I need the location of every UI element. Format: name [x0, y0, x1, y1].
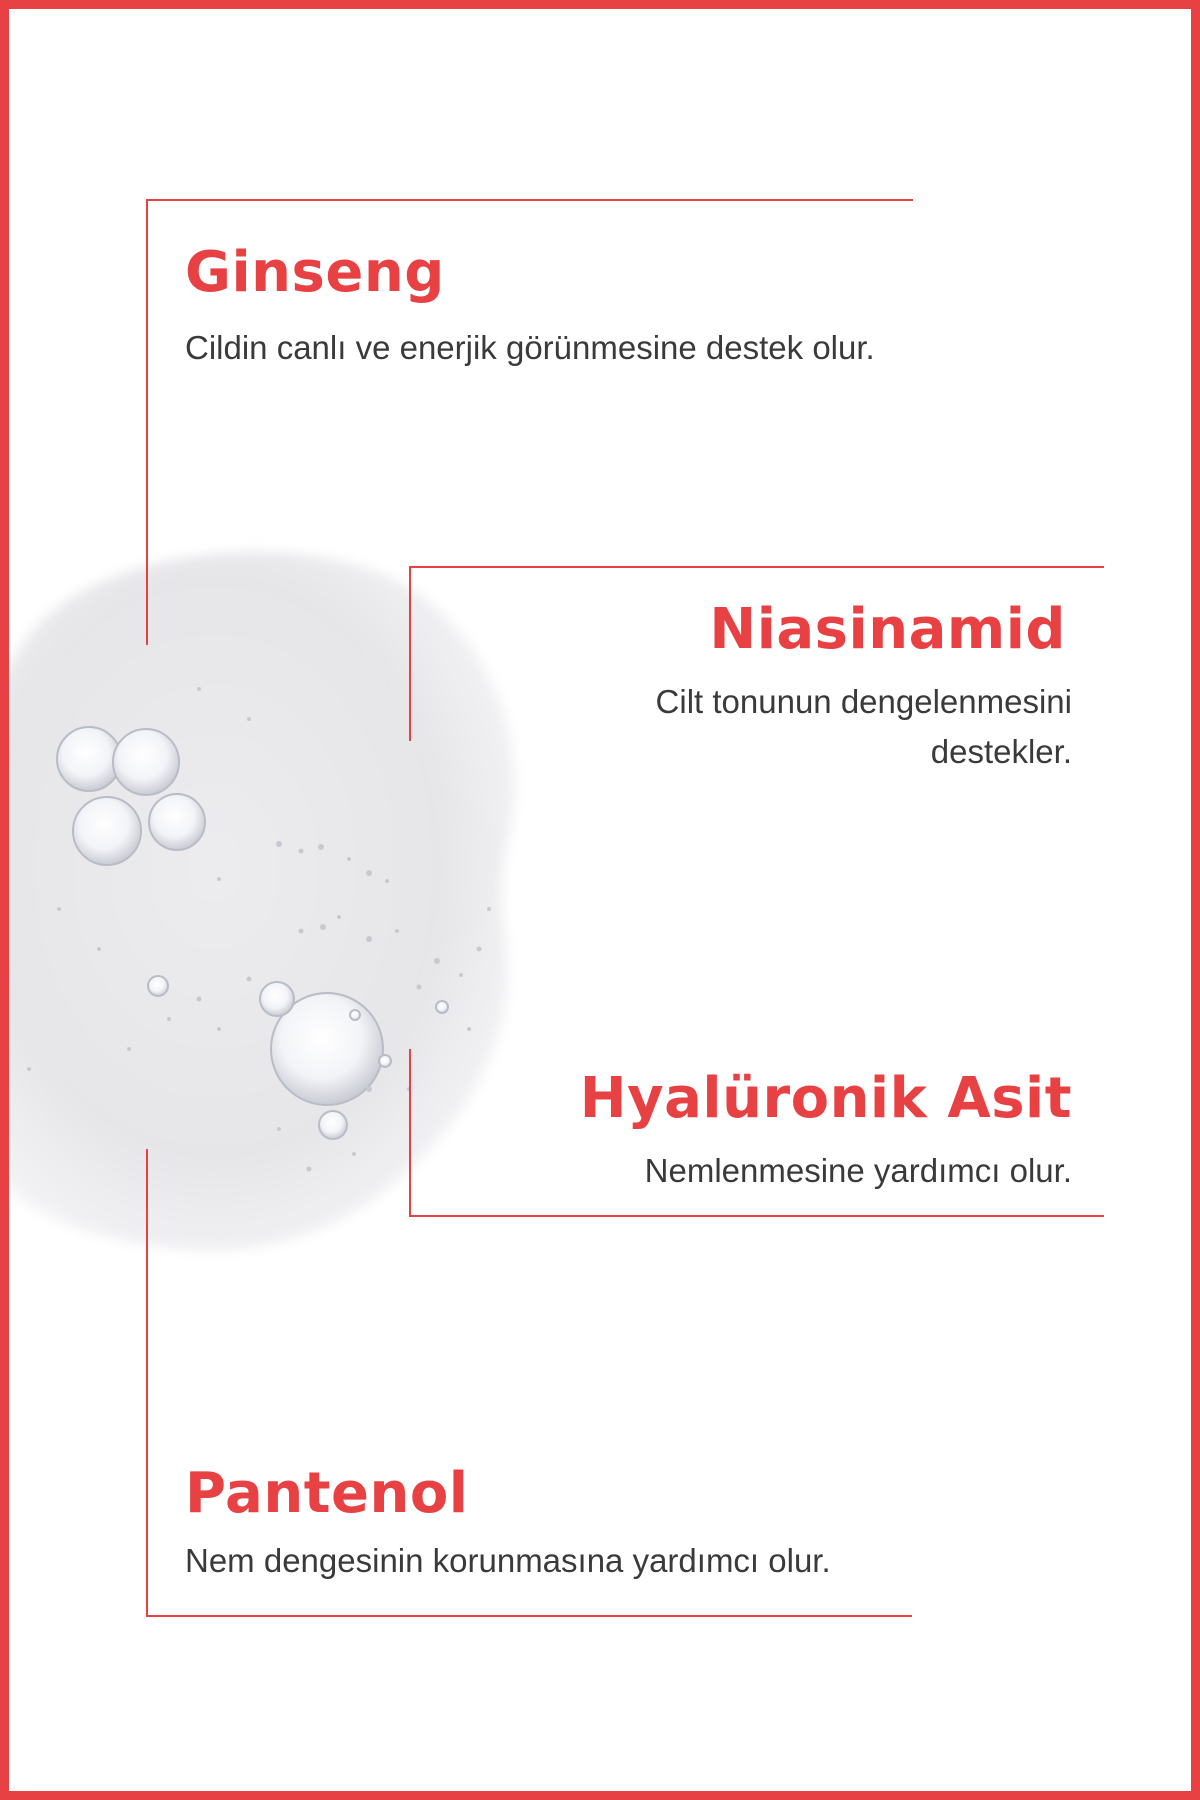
hyaluronik-bottom-line [409, 1215, 1104, 1217]
niasinamid-description-line-2: destekler. [930, 733, 1072, 770]
pantenol-title: Pantenol [185, 1461, 469, 1526]
ginseng-title: Ginseng [185, 240, 445, 305]
pantenol-description: Nem dengesinin korunmasına yardımcı olur. [185, 1542, 831, 1579]
pantenol-bottom-line [146, 1615, 912, 1617]
niasinamid-top-line [409, 566, 1104, 568]
niasinamid-title: Niasinamid [709, 597, 1066, 662]
hyaluronik-description: Nemlenmesine yardımcı olur. [644, 1152, 1072, 1189]
niasinamid-description-line-1: Cilt tonunun dengelenmesini [655, 683, 1072, 720]
serum-swatch-image [0, 529, 569, 1289]
hyaluronik-title: Hyalüronik Asit [579, 1066, 1072, 1131]
ginseng-description: Cildin canlı ve enerjik görünmesine destek olur. [185, 329, 875, 366]
ginseng-top-line [146, 199, 913, 201]
niasinamid-left-line [409, 566, 411, 741]
ginseng-left-line [146, 199, 148, 645]
hyaluronik-left-line [409, 1049, 411, 1217]
pantenol-left-line [146, 1149, 148, 1617]
